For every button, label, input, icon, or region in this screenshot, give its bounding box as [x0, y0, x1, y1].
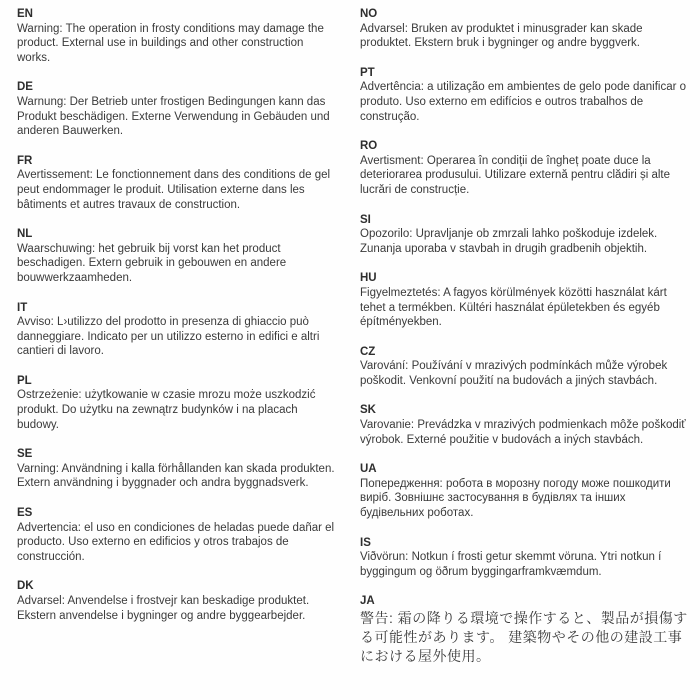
lang-section-hu — [360, 271, 690, 329]
lang-code-ro: RO — [360, 140, 378, 153]
warning-text-se: Varning: Användning i kalla förhållanden kan skada produkten. Extern användning i byggnader och andra byggnadsverk. — [17, 462, 335, 490]
lang-section-sk — [360, 403, 690, 447]
lang-section-si — [360, 213, 690, 257]
lang-code-no: NO — [360, 8, 378, 20]
warning-text-de: Warnung: Der Betrieb unter frostigen Bedingungen kann das Produkt beschädigen. Externe Verwendung in Gebäuden und anderen Bauwerken. — [17, 95, 330, 138]
lang-section-cz — [360, 345, 690, 389]
lang-section-nl — [17, 227, 339, 285]
warning-text-dk: Advarsel: Anvendelse i frostvejr kan beskadige produktet. Ekstern anvendelse i bygninger og andre byggearbejder. — [17, 595, 310, 622]
lang-code-nl: NL — [17, 228, 33, 241]
lang-code-es: ES — [17, 507, 33, 520]
lang-section-fr — [17, 154, 339, 212]
lang-section-en — [17, 7, 339, 65]
warning-text-ro: Avertisment: Operarea în condiții de îngheț poate duce la deteriorarea produsului. Utilizare externă pentru clădiri și alte lucrări de construcție. — [360, 154, 671, 196]
warning-text-si: Opozorilo: Upravljanje ob zmrzali lahko poškoduje izdelek. Zunanja uporaba v stavbah in drugih gradbenih objektih. — [360, 228, 658, 255]
lang-section-it — [17, 301, 339, 359]
lang-section-no — [360, 7, 690, 51]
lang-code-cz: CZ — [360, 345, 376, 358]
lang-code-sk: SK — [360, 404, 376, 417]
lang-section-es — [17, 506, 339, 564]
warning-text-it: Avviso: L›utilizzo del prodotto in presenza di ghiaccio può danneggiare. Indicato per un utilizzo esterno in edifici e altri cantieri di lavoro. — [17, 316, 320, 358]
lang-section-is — [360, 536, 690, 580]
warning-text-pt: Advertência: a utilização em ambientes de gelo pode danificar o produto. Uso externo em edifícios e outros trabalhos de construção. — [360, 81, 687, 123]
lang-code-pl: PL — [17, 374, 32, 387]
warning-text-sk: Varovanie: Prevádzka v mrazivých podmienkach môže poškodiť výrobok. Externé použitie v budovách a iných stavbách. — [360, 419, 686, 446]
warning-text-ua: Попередження: робота в морозну погоду може пошкодити виріб. Зовнішнє застосування в будівлях та інших будівельних роботах. — [360, 477, 671, 520]
lang-code-dk: DK — [17, 580, 34, 593]
lang-code-is: IS — [360, 536, 371, 549]
lang-section-pl — [17, 374, 339, 432]
lang-code-si: SI — [360, 213, 371, 226]
warning-text-no: Advarsel: Bruken av produktet i minusgrader kan skade produktet. Ekstern bruk i bygninger og andre byggverk. — [360, 22, 643, 50]
warning-text-nl: Waarschuwing: het gebruik bij vorst kan het product beschadigen. Extern gebruik in gebouwen en andere bouwwerkzaamheden. — [17, 242, 287, 284]
warning-text-pl: Ostrzeżenie: użytkowanie w czasie mrozu może uszkodzić produkt. Do użytku na zewnątrz budynków i na placach budowy. — [17, 389, 316, 431]
warning-text-es: Advertencia: el uso en condiciones de heladas puede dañar el producto. Uso externo en edificios y otros trabajos de construcción. — [17, 521, 335, 563]
lang-code-fr: FR — [17, 154, 33, 167]
lang-section-ua — [360, 462, 690, 520]
lang-code-ua: UA — [360, 463, 377, 476]
warning-text-en: Warning: The operation in frosty conditions may damage the product. External use in buildings and other construction works. — [17, 22, 324, 64]
lang-section-se — [17, 447, 339, 491]
warnings-column-left — [17, 7, 339, 638]
warning-text-cz: Varování: Používání v mrazivých podmínkách může výrobek poškodit. Venkovní použití na budovách a jiných stavbách. — [360, 360, 668, 387]
lang-code-de: DE — [17, 81, 33, 94]
warning-text-ja: 警告: 霜の降りる環境で操作すると、製品が損傷する可能性があります。 建築物やその他の建設工事における屋外使用。 — [360, 610, 688, 664]
lang-code-it: IT — [17, 301, 28, 314]
lang-code-ja: JA — [360, 595, 375, 608]
lang-code-hu: HU — [360, 272, 377, 285]
lang-section-pt — [360, 66, 690, 124]
lang-section-ro — [360, 139, 690, 197]
warning-text-hu: Figyelmeztetés: A fagyos körülmények közötti használat kárt tehet a termékben. Kültéri használat épületekben és egyéb építményekben. — [360, 286, 667, 329]
lang-code-se: SE — [17, 448, 33, 461]
lang-code-en: EN — [17, 8, 33, 20]
lang-code-pt: PT — [360, 66, 375, 79]
lang-section-de — [17, 80, 339, 138]
warning-text-is: Viðvörun: Notkun í frosti getur skemmt vöruna. Ytri notkun í byggingum og öðrum byggingarframkvæmdum. — [360, 551, 662, 578]
warnings-column-right — [360, 7, 690, 681]
lang-section-ja — [360, 594, 690, 666]
warning-text-fr: Avertissement: Le fonctionnement dans des conditions de gel peut endommager le produit. Utilisation externe dans les bâtiments et autres travaux de construction. — [17, 169, 331, 211]
lang-section-dk — [17, 579, 339, 623]
